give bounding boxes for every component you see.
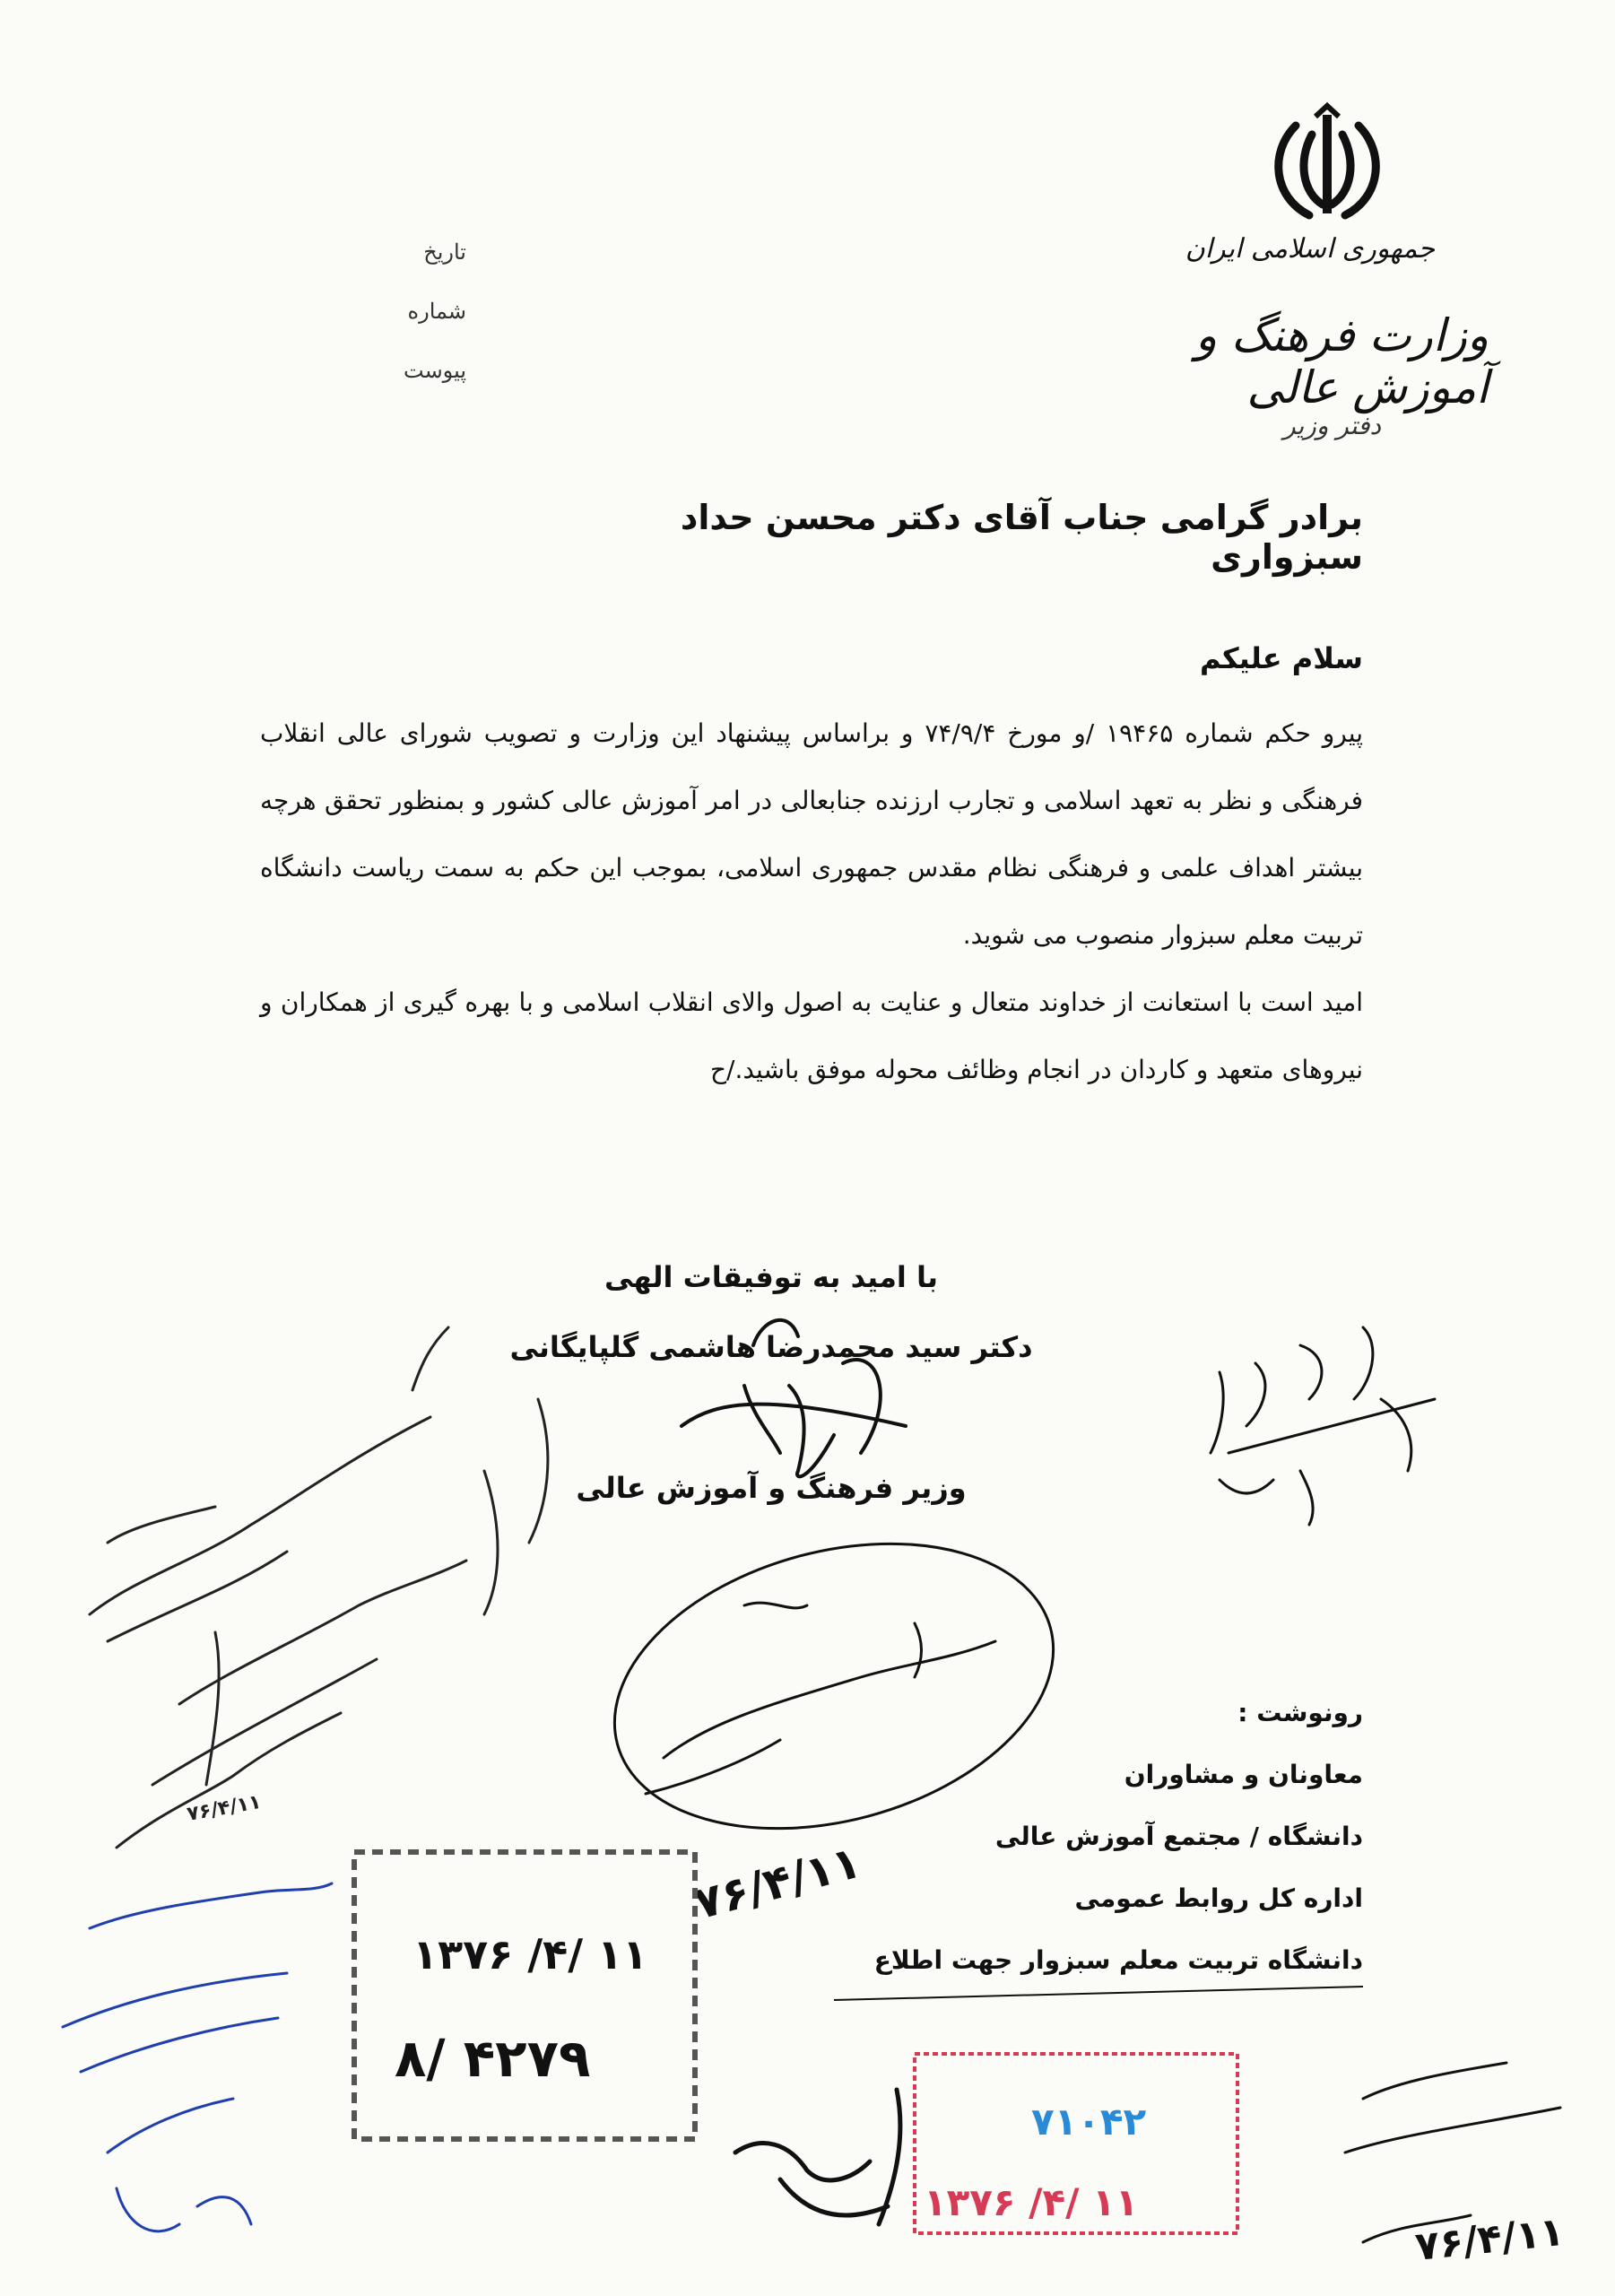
meta-number-label: شماره (407, 299, 466, 324)
inbox-date: ۱۳۷۶ /۴/ ۱۱ (924, 2180, 1139, 2224)
greeting: سلام علیکم (1199, 641, 1363, 675)
bottom-right-note (1345, 2063, 1560, 2242)
cc-list (807, 1682, 1363, 1991)
margin-handwriting (90, 1327, 548, 1848)
cc-item: معاونان و مشاوران (1124, 1760, 1363, 1789)
letter-body (260, 700, 1363, 1103)
cc-item: دانشگاه تربیت معلم سبزوار جهت اطلاع (873, 1945, 1363, 1975)
bottom-signature (735, 2090, 900, 2224)
letter-meta-block (341, 222, 466, 400)
registry-stamp-frame (354, 1852, 695, 2139)
office-label: دفتر وزیر (1283, 411, 1381, 440)
registry-date: ۱۳۷۶ /۴/ ۱۱ (412, 1930, 648, 1979)
ministry-name: وزارت فرهنگ و آموزش عالی (1194, 309, 1489, 413)
margin-date: ۷۶/۴/۱۱ (185, 1790, 263, 1826)
body-paragraph-2: امید است با استعانت از خداوند متعال و عنایت به اصول والای انقلاب اسلامی و با بهره گیری از همکاران و نیروهای متعهد و کاردان در انجام وظائف محوله موفق باشید./ح (260, 987, 1363, 1084)
inbox-stamp-frame (915, 2054, 1237, 2233)
blue-pen-note (63, 1883, 332, 2231)
signer-name: دکتر سید محمدرضا هاشمی گلپایگانی (509, 1330, 1033, 1364)
handwritten-date-right (1211, 1327, 1435, 1525)
cc-label: رونوشت : (1237, 1698, 1363, 1727)
handwritten-date-center: ۷۶/۴/۱۱ (689, 1835, 866, 1930)
meta-date-label: تاریخ (423, 239, 466, 265)
signer-title: وزیر فرهنگ و آموزش عالی (576, 1471, 967, 1505)
inbox-number: ۷۱۰۴۲ (1031, 2100, 1147, 2144)
meta-attachment-label: پیوست (404, 358, 466, 383)
cc-item: اداره کل روابط عمومی (1074, 1883, 1363, 1913)
handwritten-date-bottom: ۷۶/۴/۱۱ (1412, 2208, 1567, 2270)
recipient-line: برادر گرامی جناب آقای دکتر محسن حداد سبزواری (680, 498, 1363, 577)
cc-item: دانشگاه / مجتمع آموزش عالی (994, 1822, 1363, 1851)
iran-emblem-icon (1260, 99, 1394, 233)
registry-number: ۸/ ۴۲۷۹ (395, 2028, 591, 2089)
body-paragraph-1: پیرو حکم شماره ۱۹۴۶۵ /و مورخ ۷۴/۹/۴ و براساس پیشنهاد این وزارت و تصویب شورای عالی انقلاب فرهنگی و نظر به تعهد اسلامی و تجارب ارزنده جنابعالی در امر آموزش عالی کشور و بمنظور تحقق هرچه بیشتر اهداف علمی و فرهنگی نظام مقدس جمهوری اسلامی، بموجب این حکم به سمت ریاست دانشگاه تربیت معلم سبزوار منصوب می شوید. (260, 718, 1363, 950)
closing-line: با امید به توفیقات الهی (603, 1260, 939, 1294)
country-name: جمهوری اسلامی ایران (1185, 233, 1435, 265)
